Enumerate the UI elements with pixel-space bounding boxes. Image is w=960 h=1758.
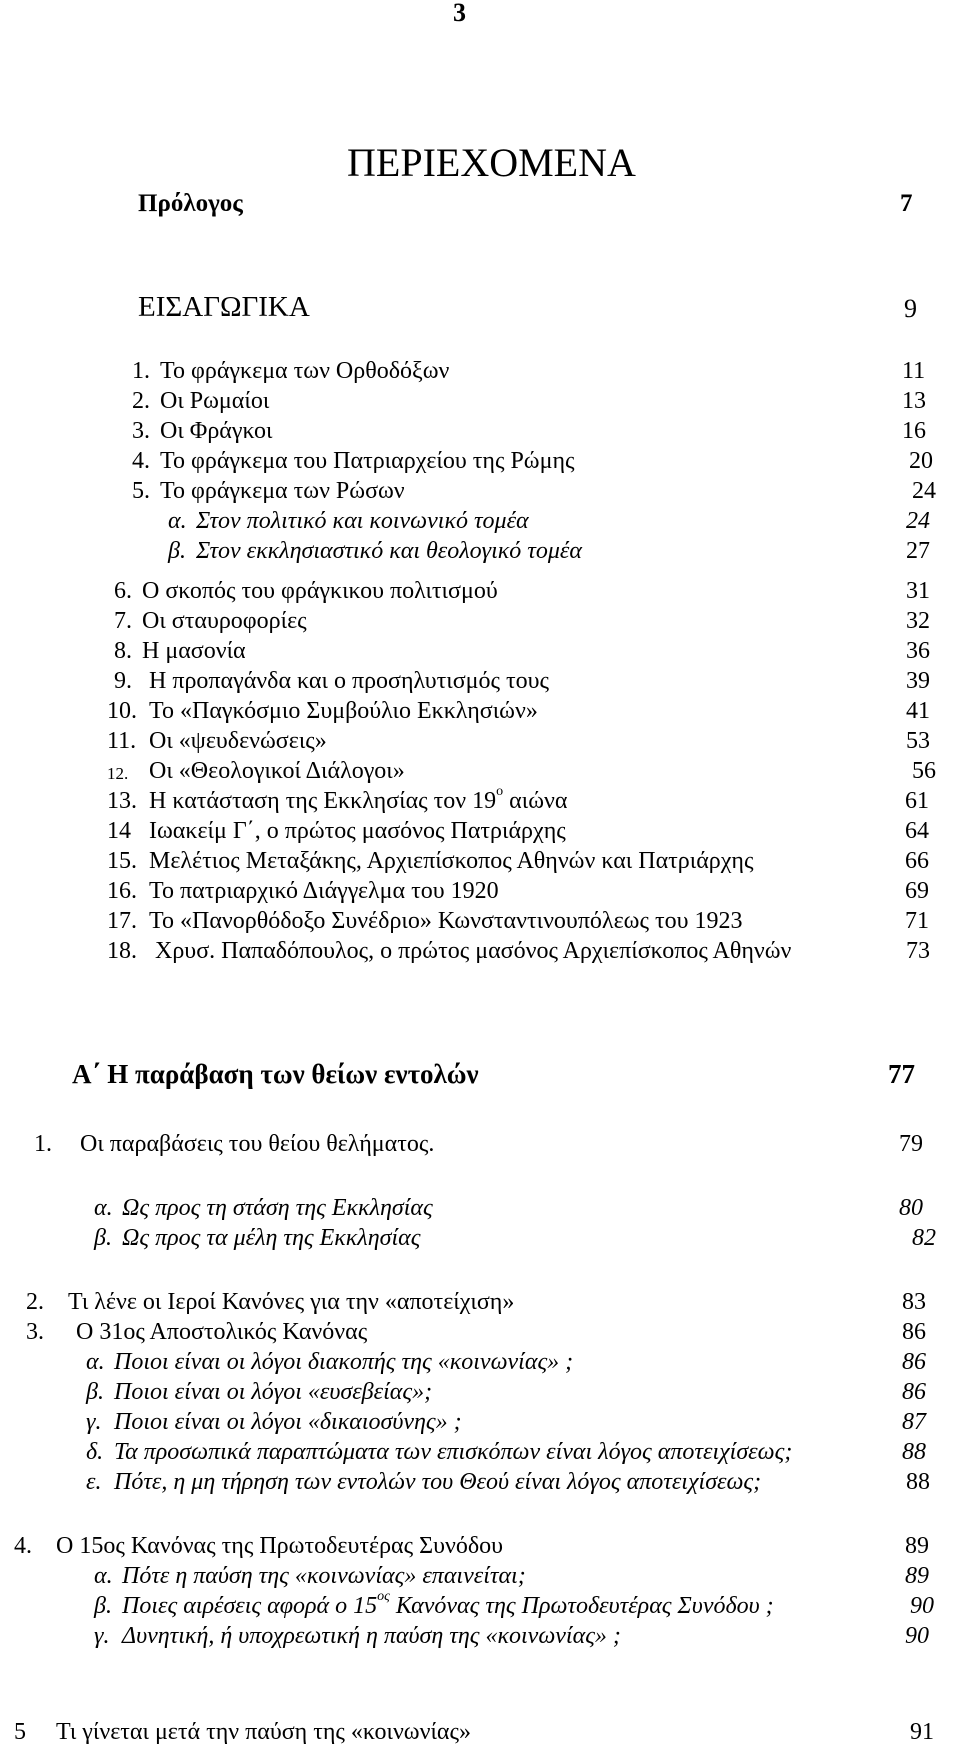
toc-subitem-num: γ. <box>86 1409 102 1435</box>
toc-subitem-num: α. <box>94 1563 113 1589</box>
toc-item-page: 69 <box>905 878 929 904</box>
toc-subitem-page: 24 <box>906 508 930 534</box>
toc-item-label: Ο 15ος Κανόνας της Πρωτοδευτέρας Συνόδου <box>56 1533 504 1559</box>
toc-item-num: 4. <box>14 1533 32 1559</box>
page-title: ΠΕΡΙΕΧΟΜΕΝΑ <box>347 140 636 185</box>
toc-item-page: 32 <box>906 608 930 634</box>
toc-item-num: 14 <box>107 818 131 844</box>
toc-item-label: Ιωακείμ Γ΄, ο πρώτος μασόνος Πατριάρχης <box>149 818 566 844</box>
toc-item-label: Οι σταυροφορίες <box>142 608 307 634</box>
toc-item-label: Το «Παγκόσμιο Συμβούλιο Εκκλησιών» <box>149 698 538 724</box>
toc-subitem-label: Πότε, η μη τήρηση των εντολών του Θεού είναι λόγος αποτειχίσεως; <box>114 1469 762 1495</box>
toc-subitem-page: 90 <box>905 1623 929 1649</box>
toc-item-page: 61 <box>905 788 929 814</box>
toc-item-num: 5. <box>132 478 150 504</box>
toc-item-page: 89 <box>905 1533 929 1559</box>
toc-item-label: Οι παραβάσεις του θείου θελήματος. <box>80 1131 435 1157</box>
toc-item-num: 17. <box>107 908 137 934</box>
toc-item-page: 53 <box>906 728 930 754</box>
toc-subitem-num: α. <box>168 508 187 534</box>
toc-item-page: 41 <box>906 698 930 724</box>
toc-item-page: 16 <box>902 418 926 444</box>
toc-subitem-num: δ. <box>86 1439 104 1465</box>
toc-item-page: 31 <box>906 578 930 604</box>
toc-subitem-num: γ. <box>94 1623 110 1649</box>
toc-item-page: 79 <box>899 1131 923 1157</box>
toc-item-label: Το φράγκεμα των Ορθοδόξων <box>160 358 450 384</box>
toc-item-label: Η προπαγάνδα και ο προσηλυτισμός τους <box>149 668 550 694</box>
toc-item-page: 64 <box>905 818 929 844</box>
toc-item-label: Τι γίνεται μετά την παύση της «κοινωνίας» <box>56 1719 471 1745</box>
toc-item-num: 15. <box>107 848 137 874</box>
toc-subitem-num: α. <box>94 1195 113 1221</box>
toc-subitem-page: 90 <box>910 1593 934 1619</box>
toc-item-label: Οι «Θεολογικοί Διάλογοι» <box>149 758 405 784</box>
toc-subitem-page: 86 <box>902 1349 926 1375</box>
toc-subitem-page: 88 <box>906 1469 930 1495</box>
page-number: 3 <box>453 0 466 27</box>
toc-item-num: 1. <box>34 1131 52 1157</box>
toc-item-label: Οι Φράγκοι <box>160 418 273 444</box>
toc-item-page: 36 <box>906 638 930 664</box>
toc-item-num: 8. <box>114 638 132 664</box>
toc-subitem-page: 82 <box>912 1225 936 1251</box>
toc-item-num: 6. <box>114 578 132 604</box>
toc-subitem-label: Ποιοι είναι οι λόγοι «ευσεβείας»; <box>114 1379 433 1405</box>
toc-item-label: Χρυσ. Παπαδόπουλος, ο πρώτος μασόνος Αρχιεπίσκοπος Αθηνών <box>155 938 792 964</box>
toc-item-label: Ο 31ος Αποστολικός Κανόνας <box>76 1319 368 1345</box>
toc-item-num: 9. <box>114 668 132 694</box>
toc-item-num: 16. <box>107 878 137 904</box>
toc-subitem-label: Στον πολιτικό και κοινωνικό τομέα <box>196 508 529 534</box>
toc-item-label: Τι λένε οι Ιεροί Κανόνες για την «αποτείχιση» <box>68 1289 515 1315</box>
toc-item-num: 3. <box>26 1319 44 1345</box>
toc-item-num: 2. <box>26 1289 44 1315</box>
toc-subitem-label: Ποιες αιρέσεις αφορά ο $15^{o\varsigma}$ Κανόνας της Πρωτοδευτέρας Συνόδου ; <box>122 1589 774 1619</box>
toc-subitem-label: Ποιοι είναι οι λόγοι «δικαιοσύνης» ; <box>114 1409 462 1435</box>
toc-subitem-label: Ως προς τη στάση της Εκκλησίας <box>122 1195 433 1221</box>
toc-item-num: 10. <box>107 698 137 724</box>
toc-item-label: Το φράγκεμα των Ρώσων <box>160 478 405 504</box>
toc-item-num: 3. <box>132 418 150 444</box>
toc-item-num: 5 <box>14 1719 26 1745</box>
toc-subitem-num: β. <box>168 538 186 564</box>
toc-item-label: Οι «ψευδενώσεις» <box>149 728 327 754</box>
toc-subitem-page: 80 <box>899 1195 923 1221</box>
toc-item-label: Το «Πανορθόδοξο Συνέδριο» Κωνσταντινουπόλεως του 1923 <box>149 908 743 934</box>
toc-prologue-label: Πρόλογος <box>138 190 243 217</box>
toc-item-num: 18. <box>107 938 137 964</box>
toc-item-num: 1. <box>132 358 150 384</box>
toc-part-a-page: 77 <box>888 1059 915 1089</box>
toc-subitem-num: ε. <box>86 1469 102 1495</box>
toc-subitem-num: β. <box>94 1593 112 1619</box>
toc-item-num: 11. <box>107 728 137 754</box>
toc-subitem-page: 87 <box>902 1409 926 1435</box>
toc-item-page: 66 <box>905 848 929 874</box>
toc-item-num: 12. <box>107 764 129 783</box>
toc-item-label: Μελέτιος Μεταξάκης, Αρχιεπίσκοπος Αθηνών και Πατριάρχης <box>149 848 754 874</box>
toc-item-num: 7. <box>114 608 132 634</box>
toc-item-page: 73 <box>906 938 930 964</box>
toc-subitem-num: α. <box>86 1349 105 1375</box>
toc-part-a-label: Α΄ Η παράβαση των θείων εντολών <box>72 1059 479 1089</box>
toc-subitem-page: 89 <box>905 1563 929 1589</box>
toc-subitem-num: β. <box>94 1225 112 1251</box>
toc-subitem-page: 27 <box>906 538 930 564</box>
toc-item-page: 11 <box>902 358 926 384</box>
toc-prologue-page: 7 <box>900 190 913 217</box>
toc-subitem-label: Στον εκκλησιαστικό και θεολογικό τομέα <box>196 538 582 564</box>
toc-subitem-label: Ως προς τα μέλη της Εκκλησίας <box>122 1225 421 1251</box>
toc-item-page: 56 <box>912 758 936 784</box>
toc-item-page: 39 <box>906 668 930 694</box>
toc-item-label: Το φράγκεμα του Πατριαρχείου της Ρώμης <box>160 448 575 474</box>
toc-item-page: 24 <box>912 478 936 504</box>
toc-subitem-label: Τα προσωπικά παραπτώματα των επισκόπων είναι λόγος αποτειχίσεως; <box>114 1439 793 1465</box>
toc-intro-label: ΕΙΣΑΓΩΓΙΚΑ <box>138 291 310 323</box>
toc-subitem-num: β. <box>86 1379 104 1405</box>
toc-item-num: 2. <box>132 388 150 414</box>
toc-subitem-page: 86 <box>902 1379 926 1405</box>
toc-item-page: 83 <box>902 1289 926 1315</box>
toc-item-label: Οι Ρωμαίοι <box>160 388 270 414</box>
toc-item-label: Η μασονία <box>142 638 246 664</box>
toc-item-page: 13 <box>902 388 926 414</box>
toc-item-page: 91 <box>910 1719 934 1745</box>
toc-item-label: Η κατάσταση της Εκκλησίας τον $19^o$ αιώνα <box>149 784 568 814</box>
toc-subitem-label: Δυνητική, ή υποχρεωτική η παύση της «κοινωνίας» ; <box>122 1623 621 1649</box>
toc-item-num: 4. <box>132 448 150 474</box>
toc-item-label: Ο σκοπός του φράγκικου πολιτισμού <box>142 578 498 604</box>
toc-item-num: 13. <box>107 788 137 814</box>
toc-subitem-label: Πότε η παύση της «κοινωνίας» επαινείται; <box>122 1563 526 1589</box>
toc-item-page: 71 <box>905 908 929 934</box>
toc-item-page: 20 <box>909 448 933 474</box>
toc-subitem-label: Ποιοι είναι οι λόγοι διακοπής της «κοινωνίας» ; <box>114 1349 574 1375</box>
toc-intro-page: 9 <box>904 294 917 323</box>
toc-item-label: Το πατριαρχικό Διάγγελμα του 1920 <box>149 878 499 904</box>
toc-subitem-page: 88 <box>902 1439 926 1465</box>
toc-item-page: 86 <box>902 1319 926 1345</box>
